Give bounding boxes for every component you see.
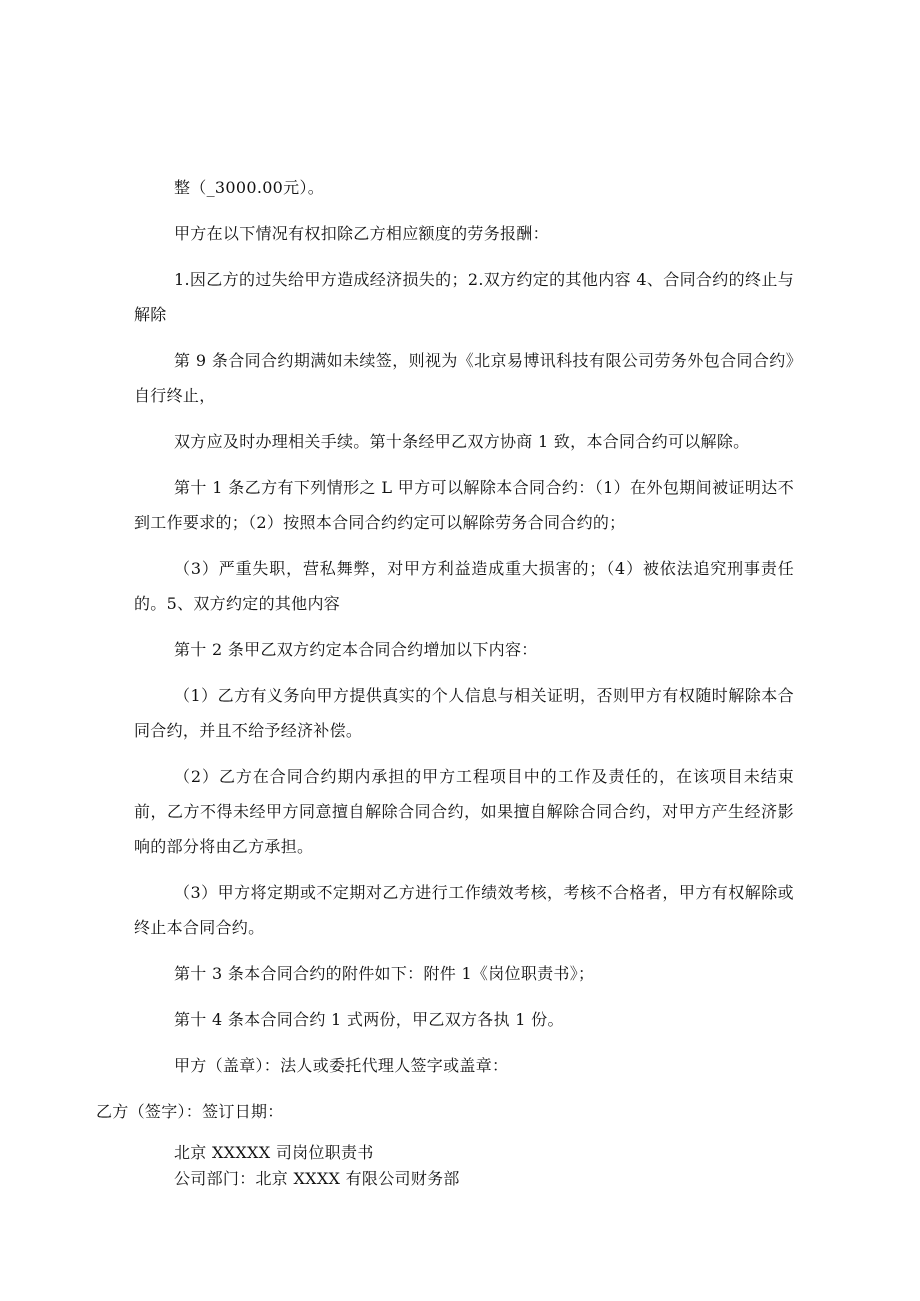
paragraph-article-14: 第十 4 条本合同合约 1 式两份，甲乙双方各执 1 份。	[174, 1010, 564, 1029]
party-a-signature-line: 甲方（盖章）：法人或委托代理人签字或盖章：	[174, 1056, 509, 1075]
paragraph-article-12-item-2: （2）乙方在合同合约期内承担的甲方工程项目中的工作及责任的，在该项目未结束前，乙方不得未经甲方同意擅自解除合同合约，如果擅自解除合同合约，对甲方产生经济影响的部分将由乙方承担。	[134, 767, 794, 856]
document-body	[96, 170, 794, 1192]
department-line: 公司部门：北京 XXXX 有限公司财务部	[174, 1169, 460, 1188]
paragraph-amount: 整（_3000.00元）。	[174, 178, 325, 197]
paragraph-article-11-cont: （3）严重失职，营私舞弊，对甲方利益造成重大损害的；（4）被依法追究刑事责任的。5、双方约定的其他内容	[134, 559, 794, 613]
paragraph-article-12: 第十 2 条甲乙双方约定本合同合约增加以下内容：	[174, 640, 538, 659]
paragraph-article-9: 第 9 条合同合约期满如未续签，则视为《北京易博讯科技有限公司劳务外包合同合约》自行终止，	[134, 351, 794, 405]
party-b-signature-line: 乙方（签字）：签订日期：	[96, 1102, 284, 1121]
paragraph-deduction-intro: 甲方在以下情况有权扣除乙方相应额度的劳务报酬：	[174, 224, 549, 243]
attachment-title: 北京 XXXXX 司岗位职责书	[174, 1143, 374, 1162]
paragraph-article-12-item-1: （1）乙方有义务向甲方提供真实的个人信息与相关证明，否则甲方有权随时解除本合同合约，并且不给予经济补偿。	[134, 686, 794, 740]
attachment-block	[134, 1140, 794, 1192]
paragraph-article-13: 第十 3 条本合同合约的附件如下：附件 1《岗位职责书》；	[174, 964, 595, 983]
paragraph-article-10: 双方应及时办理相关手续。第十条经甲乙双方协商 1 致，本合同合约可以解除。	[174, 432, 750, 451]
paragraph-article-11: 第十 1 条乙方有下列情形之 L 甲方可以解除本合同合约：（1）在外包期间被证明达不到工作要求的；（2）按照本合同合约约定可以解除劳务合同合约的；	[134, 478, 794, 532]
paragraph-deduction-items: 1.因乙方的过失给甲方造成经济损失的；2.双方约定的其他内容 4、合同合约的终止与解除	[134, 270, 794, 324]
paragraph-article-12-item-3: （3）甲方将定期或不定期对乙方进行工作绩效考核，考核不合格者，甲方有权解除或终止本合同合约。	[134, 883, 794, 937]
